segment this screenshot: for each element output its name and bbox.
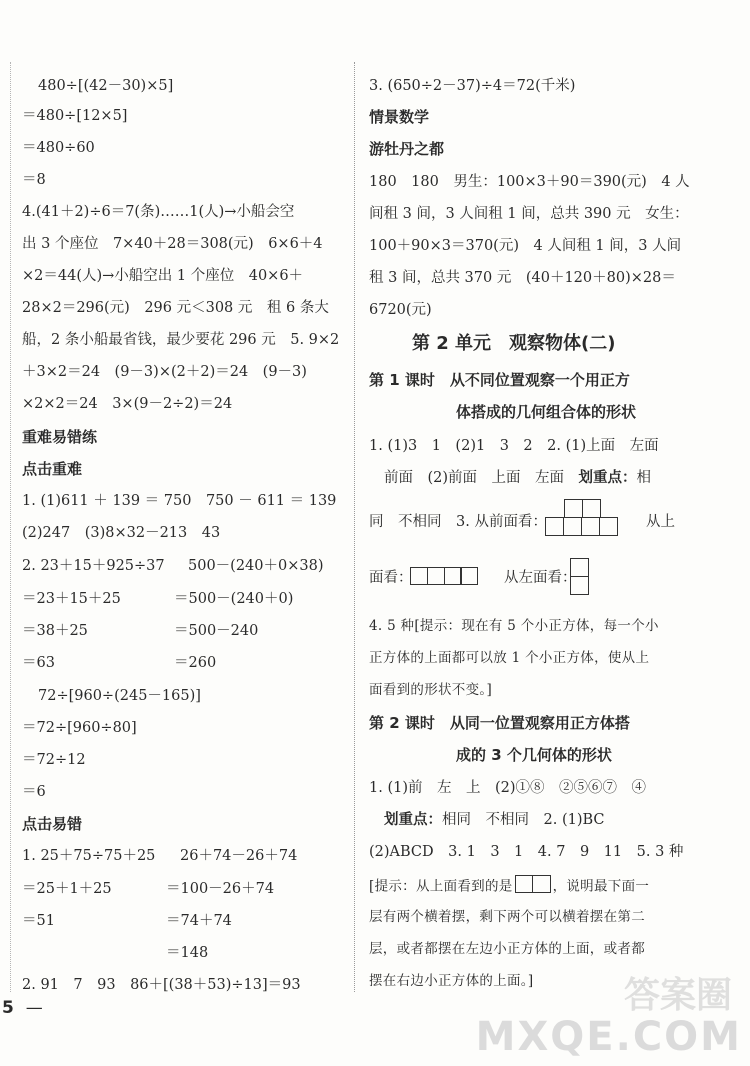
text-line: ×2×2＝24 3×(9－2÷2)＝24 [22, 396, 233, 412]
figure-square [570, 576, 589, 595]
text-line: 100＋90×3＝370(元) 4 人间租 1 间，3 人间 [369, 238, 682, 254]
figure-square [444, 567, 462, 585]
text-line: ＝148 [166, 945, 209, 961]
text-line: ＝500－240 [174, 623, 259, 639]
unit-title: 第 2 单元 观察物体(二) [412, 333, 616, 354]
text-line: ＋3×2＝24 (9－3)×(2＋2)＝24 (9－3) [22, 364, 307, 380]
figure-square [533, 875, 551, 893]
text-line: 从左面看： [504, 570, 577, 586]
text-line: ＝8 [22, 172, 46, 188]
text-line: 3. (650÷2－37)÷4＝72(千米) [369, 78, 576, 94]
text-fragment: 相同 不相同 2. (1)BC [442, 812, 605, 828]
text-line: 层，或者都摆在左边小正方体的上面，或者都 [369, 941, 645, 957]
text-line: 2. 91 7 93 86＋[(38＋53)÷13]＝93 [22, 977, 301, 993]
text-line: 层有两个横着摆，剩下两个可以横着摆在第二 [369, 909, 645, 925]
text-line: ＝500－(240＋0) [174, 591, 294, 607]
figure-square [563, 517, 582, 536]
text-fragment: [提示：从上面看到的是 [369, 878, 513, 895]
text-line: 2. 23＋15＋925÷37 [22, 558, 165, 574]
subsection-heading: 游牡丹之都 [369, 140, 445, 158]
text-line: 正方体的上面都可以放 1 个小正方体，使从上 [369, 650, 650, 666]
figure-square [564, 499, 583, 518]
section-heading: 情景数学 [369, 108, 430, 126]
text-line: (2)247 (3)8×32－213 43 [22, 525, 221, 541]
figure-square [460, 567, 478, 585]
text-line: ＝74＋74 [166, 913, 232, 929]
figure-square [427, 567, 445, 585]
watermark-url: MXQE.COM [475, 1014, 742, 1060]
text-line: 面看： [369, 570, 413, 586]
text-line: (2)ABCD 3. 1 3 1 4. 7 9 11 5. 3 种 [369, 844, 684, 860]
column-divider [354, 62, 355, 992]
text-line: 1. (1)前 左 上 (2)①⑧ ②⑤⑥⑦ ④ [369, 780, 647, 796]
text-line: 4. 5 种[提示：现在有 5 个小正方体，每一个小 [369, 618, 659, 634]
text-line: 1. (1)611 ＋ 139 ＝ 750 750 － 611 ＝ 139 [22, 493, 337, 509]
text-line: ＝6 [22, 784, 46, 800]
top-view-figure [410, 567, 477, 585]
text-line: 180 180 男生：100×3＋90＝390(元) 4 人 [369, 174, 690, 190]
figure-square [410, 567, 428, 585]
text-line: ×2＝44(人)→小船空出 1 个座位 40×6＋ [22, 268, 304, 284]
text-line: ＝72÷12 [22, 752, 86, 768]
text-line: 从上 [646, 514, 675, 530]
text-line: ＝100－26＋74 [166, 881, 275, 897]
subsection-heading: 点击重难 [22, 460, 83, 478]
figure-square [581, 517, 600, 536]
text-fragment: 相 [636, 470, 652, 486]
lesson-title: 第 1 课时 从不同位置观察一个用正方 [369, 371, 630, 389]
front-view-figure [545, 499, 621, 537]
figure-square [582, 499, 601, 518]
text-line: 间租 3 间，3 人间租 1 间，总共 390 元 女生： [369, 206, 689, 222]
text-line: 26＋74－26＋74 [180, 848, 298, 864]
figure-square [570, 558, 589, 577]
key-point-label: 划重点： [578, 470, 637, 486]
text-line: 500－(240＋0×38) [188, 558, 324, 574]
text-line: 面看到的形状不变。] [369, 682, 493, 698]
page-number-value: 5 [2, 998, 14, 1018]
text-line [384, 810, 605, 830]
text-line: 72÷[960÷(245－165)] [38, 688, 201, 704]
text-line: ＝51 [22, 913, 55, 929]
text-line: 1. (1)3 1 (2)1 3 2 2. (1)上面 左面 [369, 438, 659, 454]
text-line: ＝260 [174, 655, 217, 671]
text-line: ＝63 [22, 655, 55, 671]
text-line: ＝25＋1＋25 [22, 881, 112, 897]
text-line: 4.(41＋2)÷6＝7(条)……1(人)→小船会空 [22, 204, 295, 220]
subsection-heading: 点击易错 [22, 815, 83, 833]
figure-square [515, 875, 533, 893]
key-point-label: 划重点： [384, 812, 442, 828]
left-margin-rule [10, 62, 11, 992]
text-line: ＝38＋25 [22, 623, 88, 639]
page-number [2, 998, 43, 1018]
text-line: 出 3 个座位 7×40＋28＝308(元) 6×6＋4 [22, 236, 323, 252]
lesson-title: 体搭成的几何组合体的形状 [456, 403, 637, 421]
text-fragment: 前面 (2)前面 上面 左面 [384, 470, 579, 486]
text-line [369, 875, 649, 899]
text-line: 480÷[(42－30)×5] [38, 78, 174, 94]
text-line: 摆在右边小正方体的上面。] [369, 973, 534, 989]
lesson-title: 成的 3 个几何体的形状 [456, 746, 612, 764]
section-heading: 重难易错练 [22, 428, 98, 446]
page-number-dash: — [25, 998, 43, 1018]
text-line: 6720(元) [369, 302, 432, 318]
text-line: ＝480÷60 [22, 140, 95, 156]
text-fragment: ，说明最下面一 [552, 878, 650, 895]
text-line: 船，2 条小船最省钱，最少要花 296 元 5. 9×2 [22, 332, 340, 348]
text-line: ＝480÷[12×5] [22, 108, 128, 124]
top-view-inline-figure [515, 875, 551, 899]
text-line: 28×2＝296(元) 296 元＜308 元 租 6 条大 [22, 300, 329, 316]
watermark-logo: 答案圈 [623, 975, 732, 1016]
figure-square [599, 517, 618, 536]
figure-square [545, 517, 564, 536]
lesson-title: 第 2 课时 从同一位置观察用正方体搭 [369, 714, 630, 732]
text-line: 1. 25＋75÷75＋25 [22, 848, 156, 864]
text-line: ＝72÷[960÷80] [22, 720, 137, 736]
text-line: 租 3 间，总共 370 元 (40＋120＋80)×28＝ [369, 270, 676, 286]
text-line: 同 不相同 3. 从前面看： [369, 514, 547, 530]
text-line: ＝23＋15＋25 [22, 591, 121, 607]
text-line [384, 468, 651, 488]
